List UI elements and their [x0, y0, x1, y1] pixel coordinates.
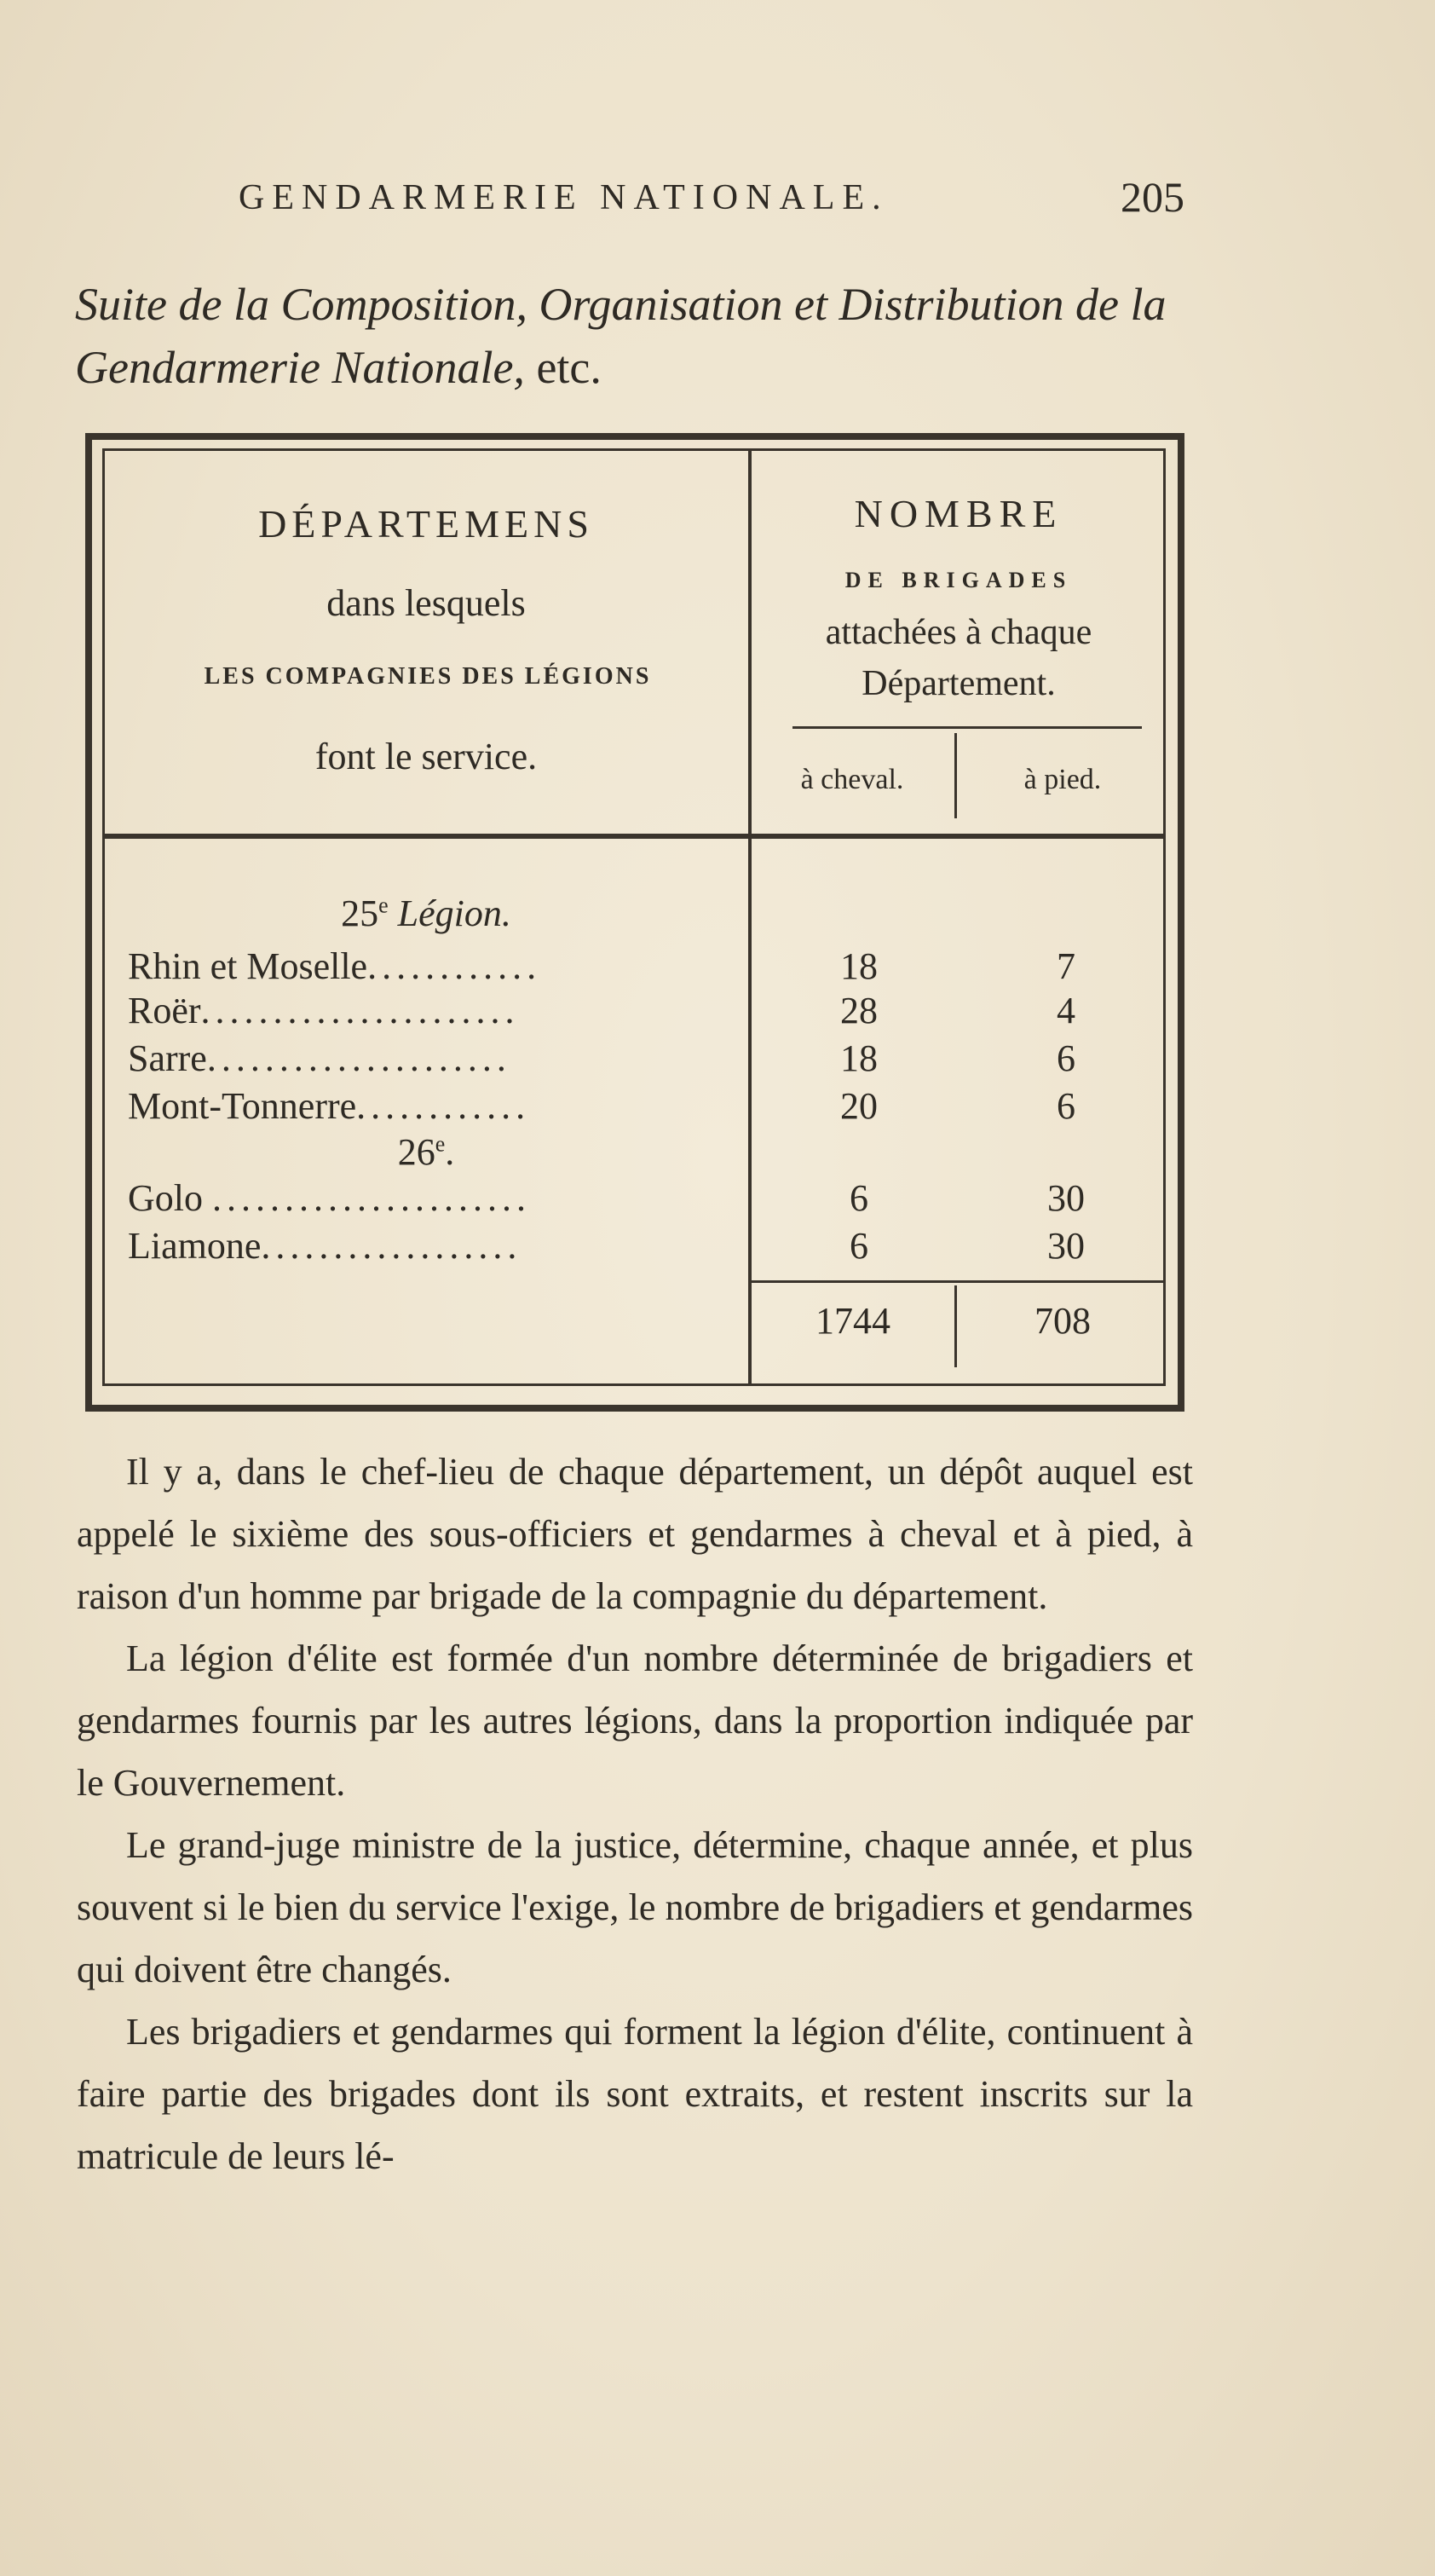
table-row: [128, 1037, 1167, 1084]
cell-pied: 30: [1047, 1225, 1085, 1267]
cell-pied: 4: [1057, 990, 1075, 1031]
header-de-brigades: DE BRIGADES: [844, 568, 1073, 592]
legion-26-sup: e: [435, 1131, 446, 1157]
department-name: Mont-Tonnerre: [128, 1085, 357, 1127]
cell-pied: 6: [1057, 1085, 1075, 1127]
table-row: [128, 1084, 1167, 1132]
legion-26-tail: .: [445, 1131, 455, 1173]
cell-cheval: 6: [850, 1177, 868, 1219]
total-cheval: 1744: [815, 1300, 890, 1342]
leader-dots: ............: [367, 945, 542, 987]
table-row: [128, 944, 1167, 992]
paragraph-grand-juge: Le grand-juge ministre de la justice, détermine, chaque année, et plus souvent si le bien du service l'exige, le nombre de brigadiers et gendarmes qui doivent être changés.: [77, 1824, 1193, 1990]
paragraph-legion-elite: La légion d'élite est formée d'un nombre déterminée de brigadiers et gendarmes fournis par les autres légions, dans la proportion indiquée par le Gouvernement.: [77, 1637, 1193, 1804]
table-row: [128, 1176, 1167, 1224]
row-department: [128, 1037, 733, 1080]
subtitle-tail: etc.: [524, 342, 602, 393]
body-text: [77, 1441, 1193, 2187]
header-font-le-service: font le service.: [314, 736, 538, 777]
department-name: Golo: [128, 1177, 203, 1219]
row-department: [128, 1224, 733, 1268]
header-a-cheval: à cheval.: [800, 764, 904, 795]
cell-cheval: 6: [850, 1225, 868, 1267]
paragraph-depot: Il y a, dans le chef-lieu de chaque département, un dépôt auquel est appelé le sixième des sous-officiers et gendarmes à cheval et à pied, à raison d'un homme par brigade de la compagnie du département.: [77, 1451, 1193, 1617]
section-subtitle: [75, 273, 1208, 399]
page-number: 205: [1121, 173, 1184, 221]
row-department: [128, 944, 733, 988]
leader-dots: .....................: [206, 1037, 511, 1079]
cell-pied: 7: [1057, 945, 1075, 987]
leader-dots: ......................: [200, 990, 520, 1031]
cell-pied: 30: [1047, 1177, 1085, 1219]
table-row: [128, 1224, 1167, 1272]
total-pied: 708: [1034, 1300, 1091, 1342]
subtitle-italic: Suite de la Composition, Organisation et Distribution de la Gendarmerie Nationale,: [75, 279, 1167, 393]
header-rule: [102, 834, 1166, 839]
department-name: Rhin et Moselle: [128, 945, 368, 987]
brace-rule: [792, 726, 1142, 729]
department-name: Sarre: [128, 1037, 207, 1079]
running-title: GENDARMERIE NATIONALE.: [239, 178, 889, 217]
department-name: Liamone: [128, 1225, 262, 1267]
subcolumn-divider-head: [954, 733, 957, 818]
total-rule: [750, 1280, 1166, 1283]
subcolumn-divider-total: [954, 1285, 957, 1367]
row-department: [128, 1084, 733, 1128]
legion-25-name: Légion.: [397, 892, 511, 934]
header-departement: Département.: [862, 664, 1056, 703]
leader-dots: ..................: [261, 1225, 522, 1267]
cell-cheval: 20: [840, 1085, 878, 1127]
header-a-pied: à pied.: [1023, 764, 1102, 795]
table-row: [128, 989, 1167, 1037]
header-compagnies: LES COMPAGNIES DES LÉGIONS: [204, 663, 652, 690]
row-department: [128, 989, 733, 1032]
leader-dots: ......................: [212, 1177, 531, 1219]
cell-pied: 6: [1057, 1037, 1075, 1079]
cell-cheval: 28: [840, 990, 878, 1031]
legion-26-label: [102, 1130, 750, 1174]
legion-25-number: 25: [341, 892, 379, 934]
legion-25-sup: e: [378, 892, 389, 918]
row-department: [128, 1176, 733, 1220]
cell-cheval: 18: [840, 945, 878, 987]
paragraph-brigadiers: Les brigadiers et gendarmes qui forment la légion d'élite, continuent à faire partie des brigades dont ils sont extraits, et restent inscrits sur la matricule de leurs lé-: [77, 2011, 1193, 2177]
cell-cheval: 18: [840, 1037, 878, 1079]
header-dans-lesquels: dans lesquels: [326, 582, 526, 624]
running-head: [239, 173, 1202, 228]
header-departemens: DÉPARTEMENS: [258, 502, 594, 546]
leader-dots: ............: [356, 1085, 531, 1127]
header-attachees: attachées à chaque: [825, 613, 1092, 652]
legion-26-number: 26: [397, 1131, 435, 1173]
legion-25-label: [102, 892, 750, 935]
department-name: Roër: [128, 990, 201, 1031]
header-nombre: NOMBRE: [854, 492, 1063, 535]
